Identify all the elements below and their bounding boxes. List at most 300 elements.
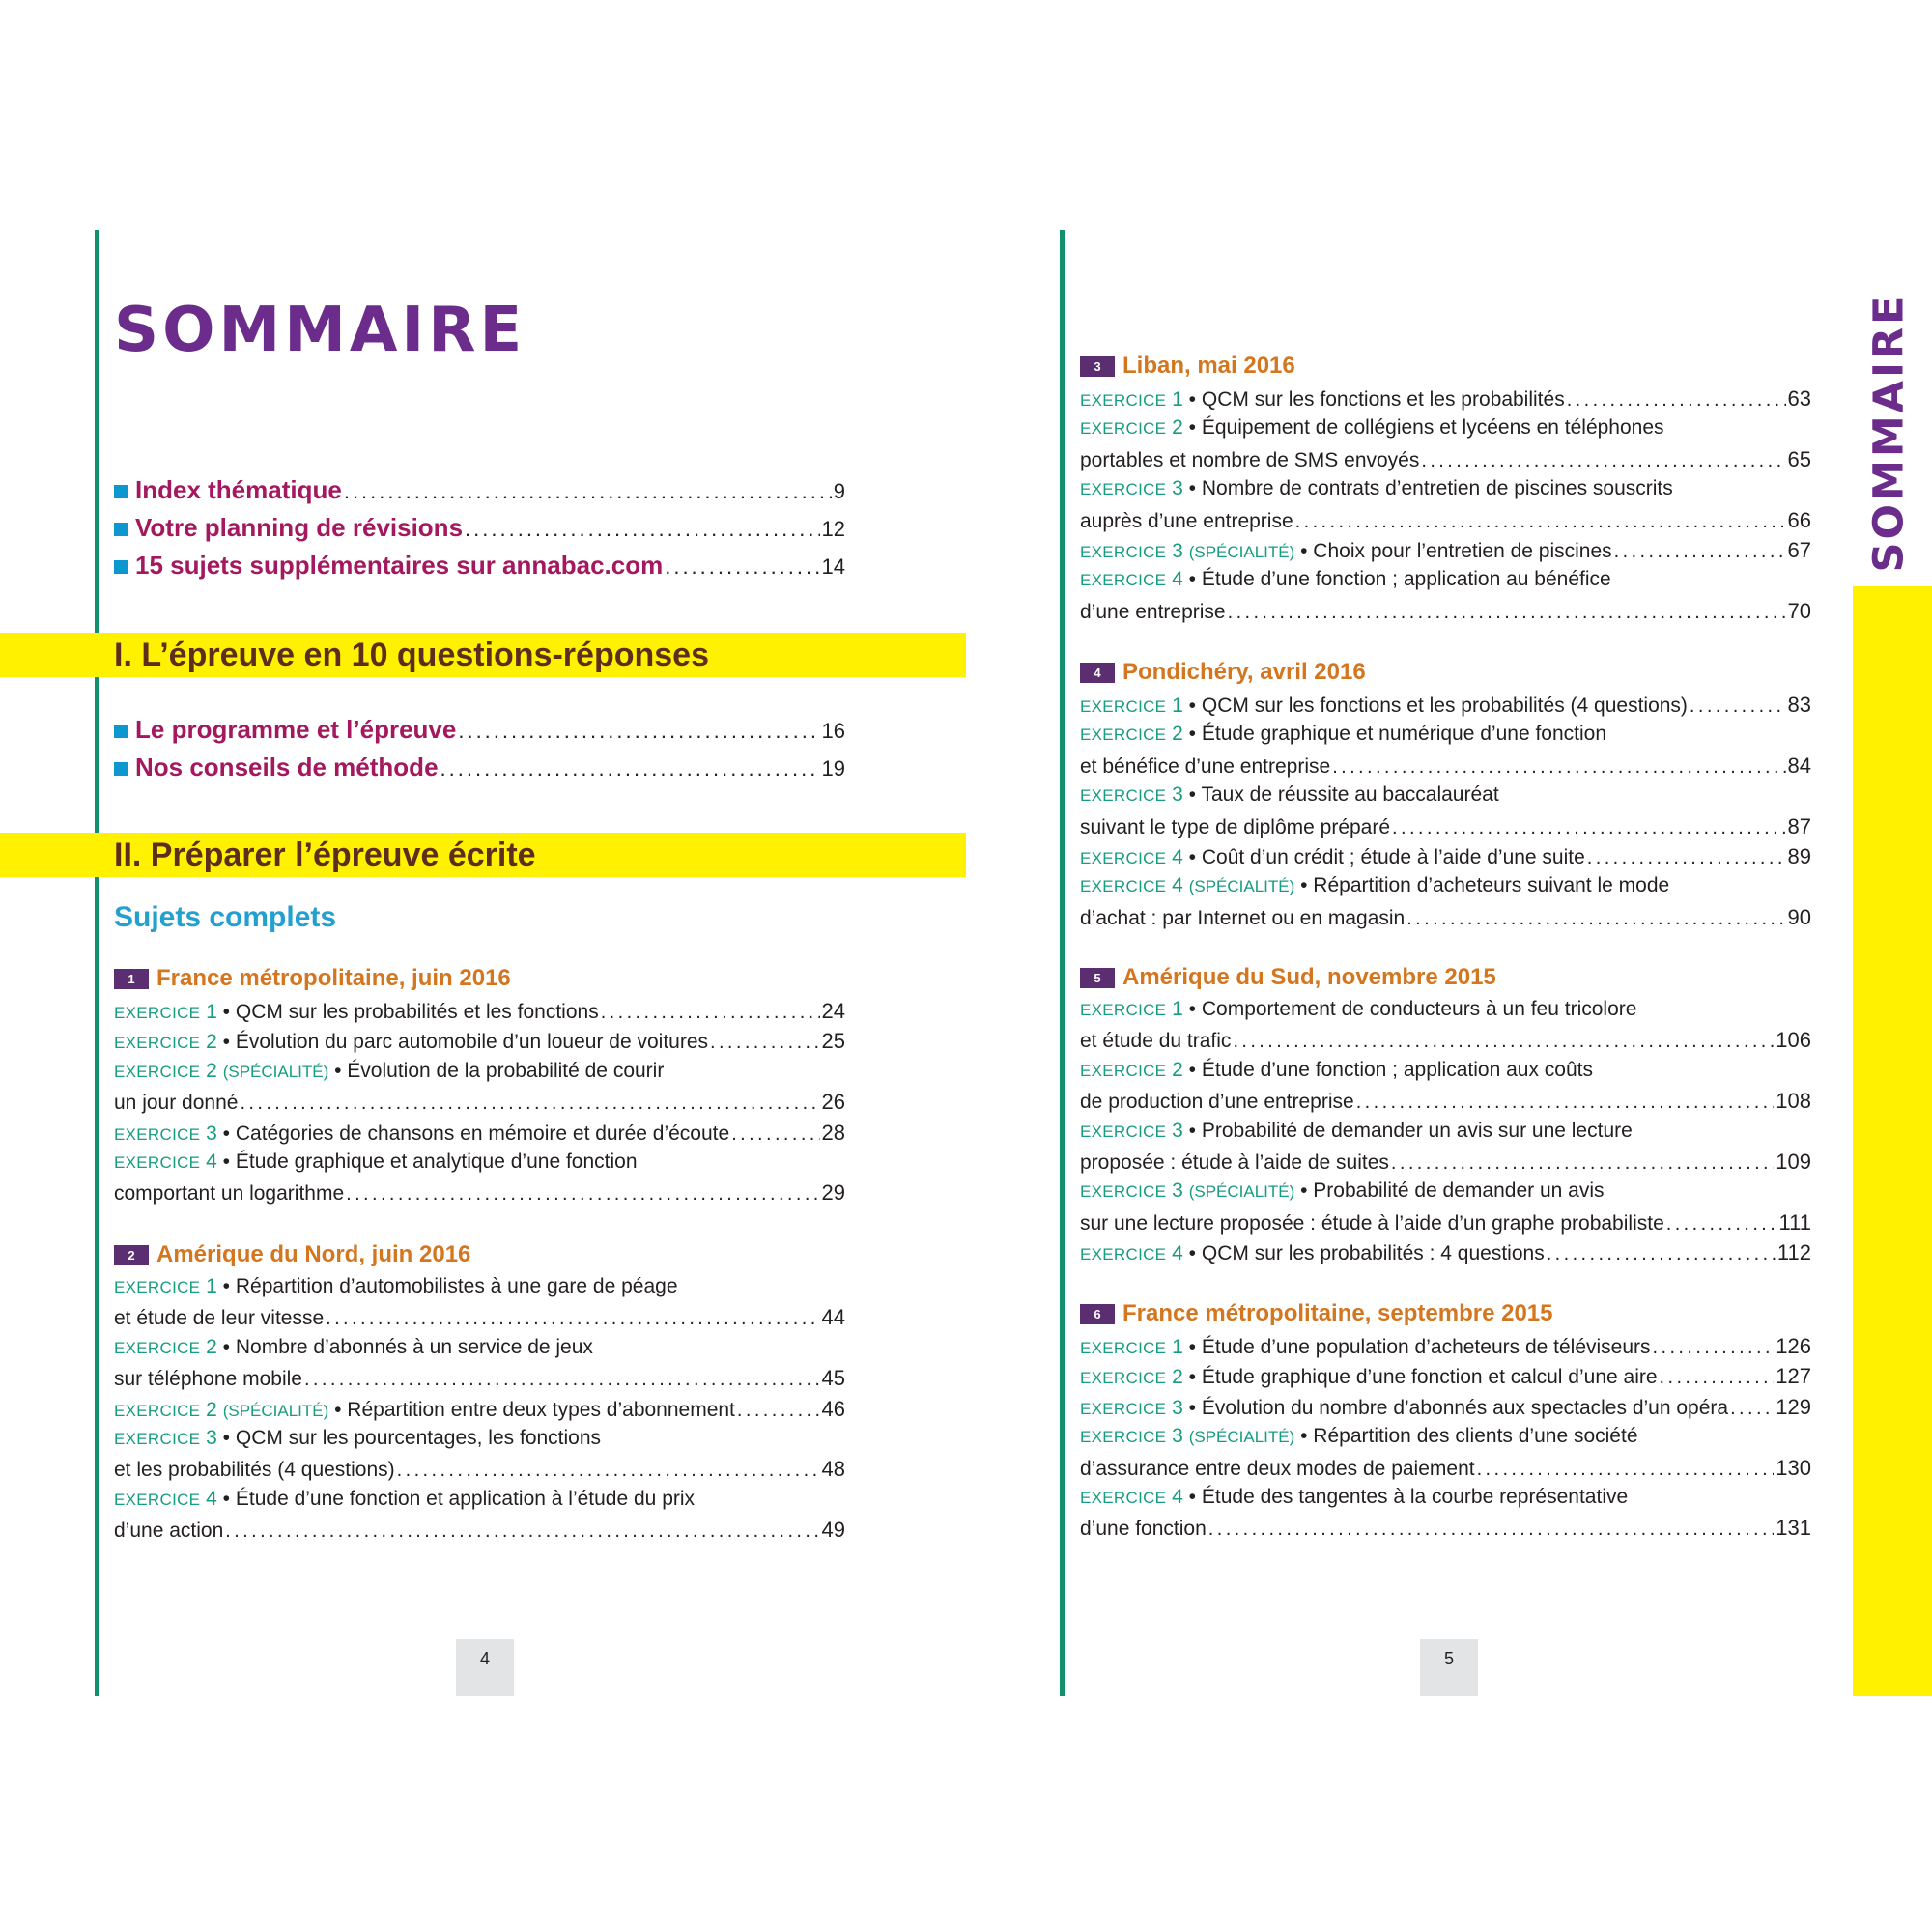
- exercise-entry-continuation[interactable]: [114, 1090, 845, 1120]
- leader-dots: [1666, 1213, 1777, 1236]
- page-title: SOMMAIRE: [114, 295, 526, 366]
- leader-dots: [1660, 1367, 1775, 1389]
- exercise-label: EXERCICE: [1080, 1122, 1167, 1141]
- leader-dots: [737, 1400, 820, 1422]
- exercise-description: d’assurance entre deux modes de paiement: [1080, 1457, 1475, 1480]
- leader-dots: [1567, 389, 1786, 412]
- leader-dots: [440, 756, 820, 781]
- entry-text: [114, 1336, 593, 1359]
- exercise-label: EXERCICE: [114, 1124, 201, 1144]
- exercise-number: 2: [1172, 723, 1183, 746]
- toc-link-label: Index thématique: [135, 475, 342, 504]
- group-heading: [1080, 1296, 1811, 1331]
- exercise-number: 2: [1172, 1058, 1183, 1081]
- exercise-entry-continuation[interactable]: [1080, 1089, 1811, 1119]
- square-bullet-icon: [114, 485, 128, 498]
- exercise-entry[interactable]: [1080, 1334, 1811, 1364]
- exercise-entry: [114, 1336, 845, 1366]
- toc-link-page: 14: [821, 554, 845, 579]
- entry-page: 26: [821, 1090, 845, 1115]
- exercise-number: 4: [1172, 1485, 1183, 1508]
- entry-text: [114, 1092, 238, 1115]
- exercise-number: 4: [1172, 874, 1183, 897]
- exercise-label: EXERCICE: [114, 1062, 201, 1081]
- leader-dots: [665, 554, 819, 580]
- entry-text: [1080, 1091, 1354, 1114]
- entry-page: 46: [821, 1396, 845, 1421]
- entry-page: 89: [1787, 843, 1811, 868]
- page-number: 5: [1420, 1639, 1478, 1696]
- exercise-label: EXERCICE: [114, 1034, 201, 1053]
- exercise-number: 4: [1172, 1242, 1183, 1265]
- exercise-description: • Étude des tangentes à la courbe représentative: [1182, 1485, 1629, 1508]
- entry-text: [114, 1459, 395, 1482]
- leader-dots: [1233, 1031, 1774, 1053]
- side-label-text: SOMMAIRE: [1864, 293, 1913, 573]
- exercise-label: EXERCICE: [1080, 1061, 1167, 1080]
- entry-text: [1080, 1425, 1638, 1448]
- exercise-description: • Étude d’une population d’acheteurs de téléviseurs: [1182, 1336, 1651, 1358]
- exercise-number: 2: [1172, 416, 1183, 440]
- subject-title: France métropolitaine, juin 2016: [156, 965, 511, 991]
- toc-link-label: Le programme et l’épreuve: [135, 715, 457, 744]
- entry-text: [114, 1520, 223, 1543]
- specialty-tag: (SPÉCIALITÉ): [1188, 1182, 1295, 1202]
- exercise-entry: [114, 1151, 845, 1180]
- exercise-number: 4: [206, 1150, 217, 1173]
- exercise-number: 3: [1172, 1119, 1183, 1142]
- exercise-number: 3: [1172, 1425, 1183, 1448]
- exercise-number: 1: [206, 1001, 217, 1023]
- leader-dots: [1477, 1459, 1775, 1481]
- entry-text: [1080, 1059, 1593, 1082]
- entry-text: [1080, 874, 1669, 897]
- exercise-label: EXERCICE: [1080, 480, 1167, 499]
- exercise-entry-continuation[interactable]: [114, 1305, 845, 1335]
- entry-text: [1080, 1242, 1545, 1265]
- subject-number-badge: 5: [1080, 968, 1115, 988]
- left-margin-rule: [95, 230, 99, 1696]
- toc-link[interactable]: [114, 551, 845, 588]
- exercise-entry: [1080, 874, 1811, 904]
- exercise-entry[interactable]: [1080, 1240, 1811, 1270]
- specialty-tag: (SPÉCIALITÉ): [1188, 1428, 1295, 1447]
- entry-text: [1080, 1151, 1389, 1175]
- exercise-description: • Évolution du parc automobile d’un loueur de voitures: [216, 1031, 709, 1054]
- exercise-entry-continuation[interactable]: [1080, 599, 1811, 629]
- exercise-description: • Taux de réussite au baccalauréat: [1182, 783, 1499, 807]
- square-bullet-icon: [114, 762, 128, 776]
- exercise-number: 1: [1172, 1336, 1183, 1358]
- leader-dots: [1406, 908, 1785, 930]
- exercise-entry: [114, 1060, 845, 1090]
- toc-link[interactable]: [114, 475, 845, 513]
- exercise-description: • Répartition d’automobilistes à une gare de péage: [216, 1275, 678, 1297]
- exercise-entry-continuation[interactable]: [1080, 1456, 1811, 1486]
- subject-group: [114, 1237, 845, 1548]
- exercise-entry[interactable]: [1080, 386, 1811, 416]
- entry-text: [1080, 1179, 1605, 1203]
- entry-page: 90: [1787, 904, 1811, 929]
- exercise-entry-continuation[interactable]: [1080, 1150, 1811, 1179]
- exercise-number: 2: [206, 1398, 217, 1421]
- entry-page: 87: [1787, 813, 1811, 838]
- entry-text: [114, 1488, 695, 1511]
- exercise-number: 1: [1172, 998, 1183, 1020]
- exercise-entry[interactable]: [114, 999, 845, 1029]
- exercise-description: suivant le type de diplôme préparé: [1080, 815, 1391, 838]
- section1-links: [114, 715, 845, 790]
- exercise-entry[interactable]: [1080, 538, 1811, 568]
- entry-page: 130: [1776, 1455, 1811, 1480]
- leader-dots: [326, 1308, 819, 1330]
- entry-text: [1080, 540, 1612, 563]
- exercise-label: EXERCICE: [1080, 697, 1167, 716]
- exercise-label: EXERCICE: [1080, 542, 1167, 561]
- entry-page: 44: [821, 1305, 845, 1330]
- entry-text: [1080, 416, 1664, 440]
- entry-text: [1080, 1397, 1728, 1420]
- entry-text: [1080, 1486, 1628, 1509]
- exercise-description: de production d’une entreprise: [1080, 1091, 1354, 1114]
- subject-title: Amérique du Nord, juin 2016: [156, 1241, 471, 1267]
- exercise-description: • Étude d’une fonction ; application au bénéfice: [1182, 568, 1611, 591]
- exercise-entry[interactable]: [114, 1121, 845, 1151]
- exercise-description: et bénéfice d’une entreprise: [1080, 754, 1331, 778]
- specialty-tag: (SPÉCIALITÉ): [1188, 542, 1295, 561]
- entry-page: 111: [1778, 1209, 1811, 1235]
- leader-dots: [465, 517, 819, 542]
- entry-text: [1080, 695, 1688, 718]
- leader-dots: [1730, 1398, 1774, 1420]
- exercise-label: EXERCICE: [114, 1429, 201, 1448]
- entry-text: [114, 1182, 344, 1206]
- toc-link-page: 12: [821, 517, 845, 541]
- side-tab: [1853, 586, 1932, 1696]
- exercise-label: EXERCICE: [1080, 1001, 1167, 1019]
- entry-text: [1080, 846, 1585, 869]
- section-title-1: I. L’épreuve en 10 questions-réponses: [114, 636, 709, 673]
- exercise-description: • Répartition d’acheteurs suivant le mode: [1294, 874, 1670, 897]
- subject-title: Liban, mai 2016: [1122, 353, 1295, 379]
- entry-text: [1080, 1336, 1651, 1359]
- exercise-description: • Étude graphique d’une fonction et calcul d’une aire: [1182, 1366, 1658, 1389]
- exercise-description: • Catégories de chansons en mémoire et durée d’écoute: [216, 1122, 730, 1145]
- exercise-number: 4: [1172, 845, 1183, 868]
- group-heading: [114, 1237, 845, 1272]
- exercise-label: EXERCICE: [1080, 571, 1167, 590]
- exercise-description: • QCM sur les fonctions et les probabilités: [1182, 388, 1565, 411]
- entry-page: 112: [1776, 1240, 1811, 1265]
- exercise-entry: [1080, 477, 1811, 507]
- exercise-description: • Étude graphique et numérique d’une fonction: [1182, 723, 1607, 746]
- exercise-description: • Évolution du nombre d’abonnés aux spectacles d’un opéra: [1182, 1396, 1729, 1419]
- entry-page: 108: [1776, 1089, 1811, 1114]
- entry-text: [114, 1275, 678, 1298]
- exercise-description: • Nombre de contrats d’entretien de piscines souscrits: [1182, 477, 1673, 500]
- toc-link[interactable]: [114, 513, 845, 551]
- leader-dots: [731, 1123, 819, 1146]
- subsection-heading: Sujets complets: [114, 901, 337, 933]
- entry-text: [1080, 816, 1390, 839]
- leader-dots: [346, 1183, 819, 1206]
- exercise-description: • QCM sur les pourcentages, les fonctions: [216, 1426, 602, 1449]
- exercise-number: 3: [1172, 1179, 1183, 1203]
- exercise-entry-continuation[interactable]: [1080, 814, 1811, 844]
- leader-dots: [1228, 602, 1786, 624]
- subject-group: [1080, 349, 1811, 629]
- exercise-entry[interactable]: [1080, 1364, 1811, 1394]
- entry-text: [1080, 1212, 1664, 1236]
- exercise-entry-continuation[interactable]: [1080, 1210, 1811, 1240]
- entry-text: [114, 1060, 664, 1083]
- leader-dots: [1614, 541, 1786, 563]
- toc-link-label: 15 sujets supplémentaires sur annabac.com: [135, 551, 664, 580]
- entry-page: 24: [821, 999, 845, 1023]
- leader-dots: [710, 1032, 820, 1054]
- exercise-label: EXERCICE: [114, 1004, 201, 1022]
- exercise-number: 4: [1172, 568, 1183, 591]
- entry-text: [114, 1307, 324, 1330]
- exercise-number: 2: [1172, 1366, 1183, 1389]
- exercise-entry-continuation[interactable]: [1080, 447, 1811, 477]
- exercise-description: • Coût d’un crédit ; étude à l’aide d’une suite: [1182, 845, 1585, 868]
- leader-dots: [1587, 847, 1786, 869]
- exercise-entry-continuation[interactable]: [114, 1518, 845, 1548]
- exercise-description: d’une entreprise: [1080, 600, 1226, 623]
- exercise-description: • Répartition entre deux types d’abonnement: [328, 1398, 735, 1421]
- entry-text: [114, 1031, 708, 1054]
- leader-dots: [304, 1369, 820, 1391]
- specialty-tag: (SPÉCIALITÉ): [222, 1401, 329, 1420]
- entry-page: 29: [821, 1180, 845, 1206]
- exercise-label: EXERCICE: [1080, 1182, 1167, 1202]
- exercise-entry: [114, 1488, 845, 1518]
- entry-text: [1080, 388, 1565, 412]
- leader-dots: [225, 1520, 819, 1543]
- entry-text: [1080, 601, 1226, 624]
- exercise-entry[interactable]: [114, 1029, 845, 1059]
- exercise-description: • Comportement de conducteurs à un feu tricolore: [1182, 998, 1637, 1020]
- exercise-label: EXERCICE: [114, 1401, 201, 1420]
- exercise-entry[interactable]: [1080, 693, 1811, 723]
- entry-page: 48: [821, 1457, 845, 1482]
- leader-dots: [458, 719, 819, 744]
- square-bullet-icon: [114, 560, 128, 574]
- exercise-entry-continuation[interactable]: [1080, 1516, 1811, 1546]
- exercise-label: EXERCICE: [1080, 877, 1167, 896]
- exercise-description: • Choix pour l’entretien de piscines: [1294, 539, 1612, 562]
- leader-dots: [1391, 1152, 1774, 1175]
- entry-page: 106: [1776, 1028, 1811, 1053]
- exercise-number: 3: [206, 1426, 217, 1449]
- exercise-description: • QCM sur les probabilités et les fonctions: [216, 1001, 599, 1023]
- exercise-label: EXERCICE: [1080, 725, 1167, 745]
- exercise-label: EXERCICE: [1080, 419, 1167, 439]
- exercise-description: • QCM sur les probabilités : 4 questions: [1182, 1242, 1545, 1265]
- exercise-entry-continuation[interactable]: [114, 1457, 845, 1487]
- exercise-number: 1: [1172, 695, 1183, 717]
- entry-text: [1080, 723, 1606, 746]
- subject-group: [1080, 960, 1811, 1271]
- exercise-label: EXERCICE: [1080, 1428, 1167, 1447]
- exercise-entry: [1080, 416, 1811, 446]
- section-band-1: [0, 633, 966, 677]
- right-margin-rule: [1060, 230, 1065, 1696]
- exercise-entry-continuation[interactable]: [1080, 1028, 1811, 1058]
- entry-text: [1080, 477, 1673, 500]
- exercise-description: • Étude graphique et analytique d’une fonction: [216, 1150, 638, 1173]
- exercise-number: 3: [1172, 539, 1183, 562]
- leader-dots: [344, 479, 832, 504]
- entry-page: 109: [1776, 1149, 1811, 1174]
- exercise-entry-continuation[interactable]: [1080, 753, 1811, 783]
- leader-dots: [1421, 450, 1785, 472]
- toc-link[interactable]: [114, 715, 845, 753]
- entry-page: 129: [1776, 1394, 1811, 1419]
- exercise-entry: [1080, 723, 1811, 753]
- entry-text: [114, 1001, 599, 1024]
- entry-page: 67: [1787, 537, 1811, 562]
- group-heading: [1080, 349, 1811, 384]
- exercise-description: portables et nombre de SMS envoyés: [1080, 448, 1420, 471]
- exercise-number: 1: [1172, 388, 1183, 411]
- exercise-number: 2: [206, 1059, 217, 1082]
- exercise-entry-continuation[interactable]: [114, 1180, 845, 1210]
- leader-dots: [1208, 1519, 1775, 1541]
- entry-page: 131: [1776, 1516, 1811, 1541]
- exercise-number: 2: [206, 1031, 217, 1054]
- leader-dots: [1295, 511, 1786, 533]
- exercise-label: EXERCICE: [1080, 786, 1167, 806]
- exercise-entry: [1080, 1486, 1811, 1516]
- toc-link[interactable]: [114, 753, 845, 790]
- entry-page: 127: [1776, 1364, 1811, 1389]
- entry-page: 28: [821, 1120, 845, 1145]
- exercise-number: 3: [1172, 783, 1183, 807]
- toc-link-page: 16: [821, 719, 845, 743]
- square-bullet-icon: [114, 724, 128, 738]
- subject-title: France métropolitaine, septembre 2015: [1122, 1300, 1553, 1326]
- exercise-entry[interactable]: [1080, 844, 1811, 874]
- leader-dots: [1547, 1243, 1776, 1265]
- specialty-tag: (SPÉCIALITÉ): [222, 1062, 329, 1081]
- exercise-entry: [1080, 998, 1811, 1028]
- entry-page: 126: [1776, 1334, 1811, 1358]
- exercise-description: comportant un logarithme: [114, 1182, 345, 1206]
- entry-text: [114, 1151, 638, 1174]
- exercise-description: • Nombre d’abonnés à un service de jeux: [216, 1335, 593, 1358]
- leader-dots: [601, 1002, 820, 1024]
- exercise-description: un jour donné: [114, 1092, 239, 1115]
- exercise-label: EXERCICE: [1080, 1369, 1167, 1388]
- exercise-description: • Évolution de la probabilité de courir: [328, 1059, 665, 1082]
- leader-dots: [1356, 1092, 1775, 1114]
- exercise-entry: [1080, 1179, 1811, 1209]
- exercise-description: • Probabilité de demander un avis: [1294, 1179, 1605, 1203]
- side-label: [1850, 293, 1927, 573]
- exercise-entry: [1080, 1120, 1811, 1150]
- exercise-description: • Étude d’une fonction et application à l’étude du prix: [216, 1487, 696, 1510]
- exercise-description: proposée : étude à l’aide de suites: [1080, 1151, 1389, 1174]
- entry-text: [1080, 449, 1419, 472]
- entry-text: [1080, 907, 1405, 930]
- exercise-entry-continuation[interactable]: [1080, 905, 1811, 935]
- entry-text: [1080, 1030, 1231, 1053]
- toc-link-label: Votre planning de révisions: [135, 513, 464, 542]
- exercise-label: EXERCICE: [1080, 1245, 1167, 1264]
- group-heading: [1080, 960, 1811, 995]
- subject-group: [1080, 1296, 1811, 1547]
- exercise-label: EXERCICE: [114, 1278, 201, 1296]
- exercise-entry: [114, 1427, 845, 1457]
- exercise-number: 1: [206, 1275, 217, 1297]
- exercise-description: sur téléphone mobile: [114, 1368, 302, 1391]
- leader-dots: [240, 1093, 819, 1115]
- exercise-entry[interactable]: [1080, 1395, 1811, 1425]
- entry-page: 83: [1787, 693, 1811, 717]
- exercise-entry: [1080, 1059, 1811, 1089]
- leader-dots: [1653, 1337, 1775, 1359]
- entry-text: [114, 1122, 729, 1146]
- entry-text: [1080, 1458, 1475, 1481]
- exercise-label: EXERCICE: [1080, 391, 1167, 410]
- exercise-description: et étude de leur vitesse: [114, 1307, 325, 1330]
- group-heading: [1080, 655, 1811, 690]
- exercise-label: EXERCICE: [114, 1490, 201, 1509]
- exercise-label: EXERCICE: [1080, 1339, 1167, 1357]
- exercise-entry-continuation[interactable]: [1080, 508, 1811, 538]
- entry-text: [1080, 568, 1611, 591]
- exercise-description: • QCM sur les fonctions et les probabilités (4 questions): [1182, 695, 1688, 717]
- entry-text: [1080, 1120, 1633, 1143]
- entry-page: 66: [1787, 507, 1811, 532]
- exercise-description: • Répartition des clients d’une société: [1294, 1425, 1638, 1448]
- exercise-description: • Étude d’une fonction ; application aux coûts: [1182, 1058, 1593, 1081]
- entry-page: 70: [1787, 598, 1811, 623]
- section-title-2: II. Préparer l’épreuve écrite: [114, 836, 536, 873]
- exercise-entry[interactable]: [114, 1397, 845, 1427]
- specialty-tag: (SPÉCIALITÉ): [1188, 877, 1295, 896]
- entry-page: 49: [821, 1518, 845, 1543]
- toc-link-page: 19: [821, 756, 845, 781]
- entry-text: [114, 1427, 601, 1450]
- exercise-description: et étude du trafic: [1080, 1030, 1232, 1053]
- exercise-label: EXERCICE: [114, 1152, 201, 1172]
- square-bullet-icon: [114, 523, 128, 536]
- exercise-description: d’une fonction: [1080, 1518, 1207, 1541]
- section-band-2: [0, 833, 966, 877]
- exercise-entry-continuation[interactable]: [114, 1366, 845, 1396]
- leader-dots: [1392, 817, 1785, 839]
- exercise-label: EXERCICE: [1080, 1399, 1167, 1418]
- subject-number-badge: 1: [114, 969, 149, 989]
- exercise-label: EXERCICE: [114, 1338, 201, 1357]
- exercise-description: auprès d’une entreprise: [1080, 509, 1293, 532]
- exercise-description: d’une action: [114, 1520, 224, 1543]
- exercise-label: EXERCICE: [1080, 848, 1167, 867]
- toc-link-label: Nos conseils de méthode: [135, 753, 439, 781]
- leader-dots: [397, 1460, 820, 1482]
- exercise-number: 3: [1172, 1396, 1183, 1419]
- exercise-description: • Probabilité de demander un avis sur une lecture: [1182, 1119, 1633, 1142]
- subject-number-badge: 6: [1080, 1304, 1115, 1324]
- exercise-label: EXERCICE: [1080, 1488, 1167, 1507]
- entry-text: [1080, 998, 1636, 1021]
- subject-group: [114, 961, 845, 1211]
- entry-page: 65: [1787, 446, 1811, 471]
- exercise-number: 2: [206, 1335, 217, 1358]
